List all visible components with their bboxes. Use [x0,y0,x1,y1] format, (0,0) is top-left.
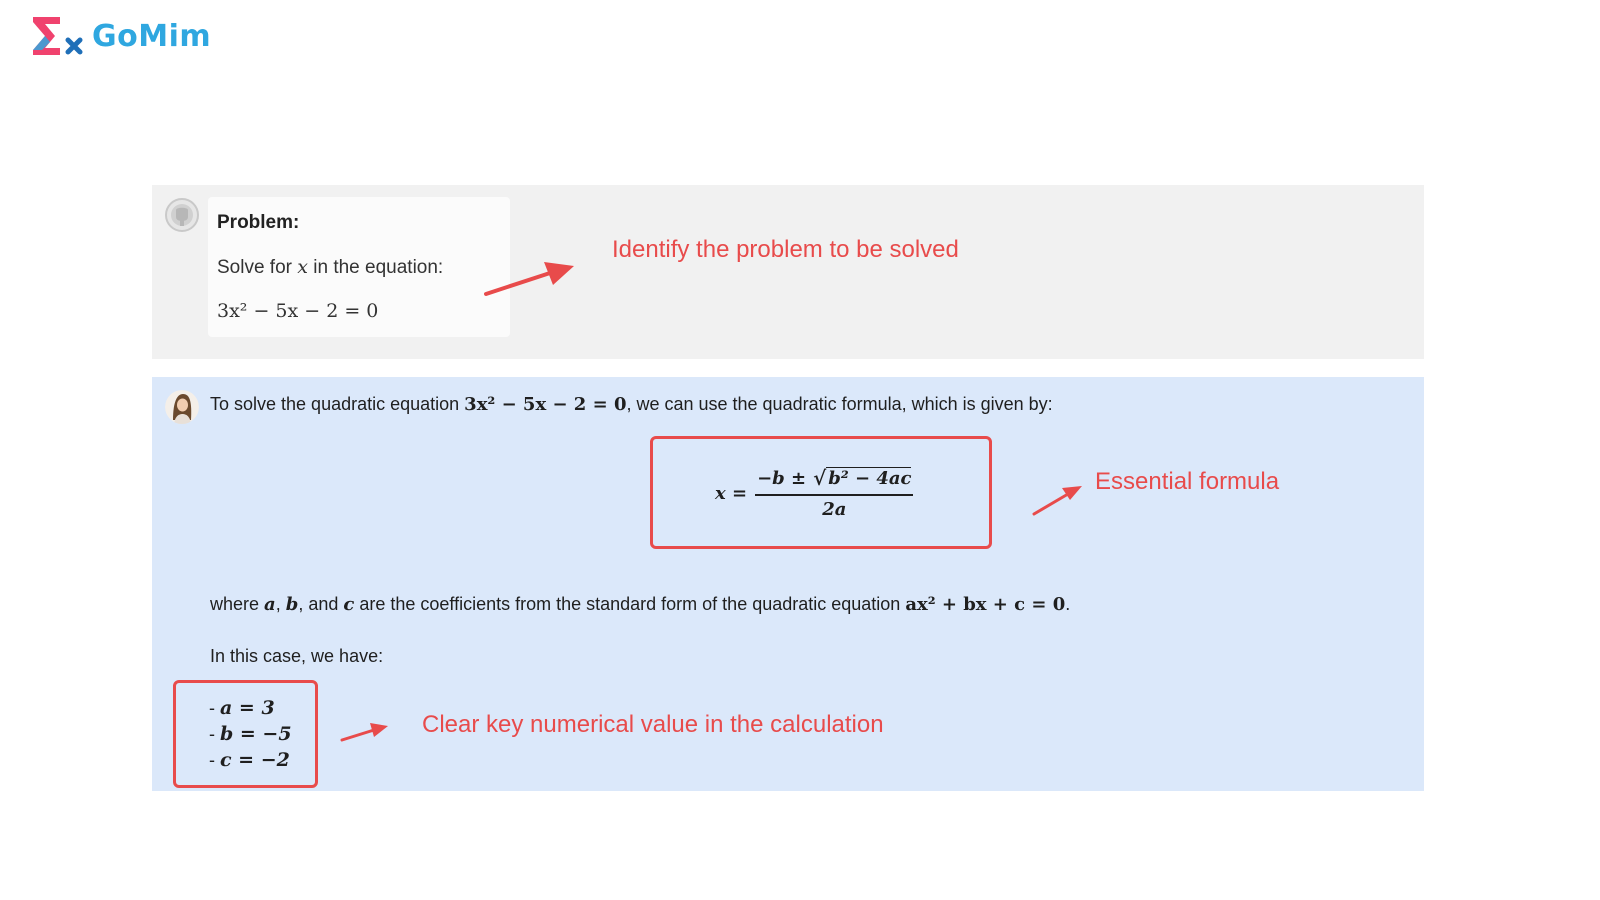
assistant-avatar-icon [165,390,199,424]
intro-equation: 3x² − 5x − 2 = 0 [464,394,627,415]
value-bullet: - [209,724,220,744]
sqrt-icon: √ [806,466,827,490]
coefficients-explanation [210,594,1070,615]
intro-prefix: To solve the quadratic equation [210,394,465,414]
where-a: a [264,594,276,615]
formula-radicand: b² − 4ac [828,468,912,489]
formula-lhs: x = [715,482,748,504]
problem-equation: 3x² − 5x − 2 = 0 [217,300,379,322]
formula-numerator [755,466,913,496]
value-b [209,723,292,745]
value-expression: a = 3 [220,697,275,719]
where-mid: , and [298,594,344,614]
where-prefix: where [210,594,265,614]
annotation-values: Clear key numerical value in the calculation [422,711,884,738]
arrow-icon [484,258,580,298]
value-bullet: - [209,750,220,770]
solution-intro [210,394,1053,415]
annotation-problem: Identify the problem to be solved [612,236,959,263]
where-c: c [343,594,355,615]
value-a [209,697,275,719]
problem-title: Problem: [217,212,300,233]
value-c [209,749,290,771]
standard-form-equation: ax² + bx + c = 0 [905,594,1066,615]
instruction-variable: x [297,256,308,278]
instruction-suffix: in the equation: [307,257,444,278]
value-expression: c = −2 [220,749,290,771]
problem-instruction [217,256,443,279]
formula-fraction [755,466,913,520]
where-sep1: , [275,594,286,614]
where-suffix: are the coefficients from the standard form of the quadratic equation [354,594,906,614]
where-b: b [285,594,299,615]
brand-logo[interactable] [30,14,211,58]
value-bullet: - [209,698,220,718]
case-intro: In this case, we have: [210,646,384,666]
annotation-formula: Essential formula [1095,468,1280,495]
formula-denominator: 2a [822,499,847,520]
user-avatar-icon [165,198,199,232]
arrow-icon [340,718,392,744]
brand-name: GoMim [92,18,212,54]
numerator-prefix: −b ± [757,467,807,489]
arrow-icon [1032,482,1090,516]
intro-suffix: , we can use the quadratic formula, which is given by: [626,394,1053,414]
where-end: . [1065,594,1071,614]
sigma-times-logo-icon [30,14,86,58]
value-expression: b = −5 [220,723,292,745]
quadratic-formula [715,466,913,520]
instruction-prefix: Solve for [217,257,298,278]
